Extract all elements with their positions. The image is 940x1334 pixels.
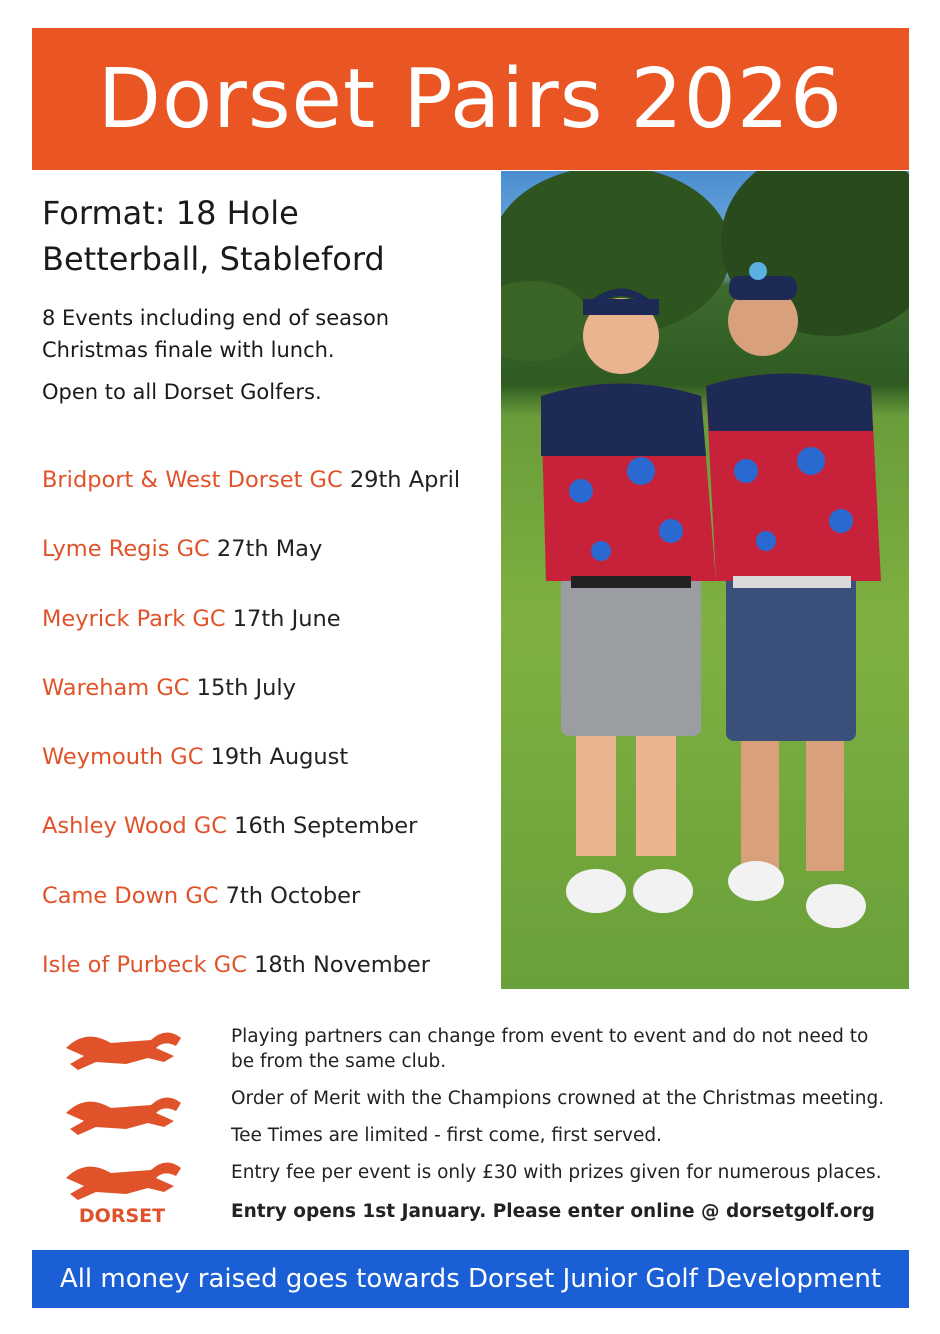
- event-date: 15th July: [196, 674, 296, 701]
- event-venue: Bridport & West Dorset GC: [42, 467, 343, 493]
- event-item: [42, 806, 498, 875]
- event-venue: Ashley Wood GC: [42, 813, 227, 840]
- event-item: [42, 945, 498, 1014]
- tee-times-note: Tee Times are limited - first come, first served.: [231, 1125, 662, 1146]
- event-date: 17th June: [232, 605, 341, 632]
- title-banner: [32, 28, 909, 170]
- format-heading: [42, 190, 492, 282]
- event-venue: Weymouth GC: [42, 744, 204, 771]
- intro-text: [42, 302, 492, 366]
- event-venue: Came Down GC: [42, 882, 219, 909]
- event-date: 29th April: [349, 467, 461, 493]
- event-date: 18th November: [254, 952, 431, 979]
- event-venue: Meyrick Park GC: [42, 605, 226, 632]
- intro-line-2: Christmas finale with lunch.: [42, 338, 335, 362]
- open-to-text: Open to all Dorset Golfers.: [42, 380, 322, 404]
- event-item: [42, 737, 498, 806]
- event-venue: Wareham GC: [42, 674, 190, 701]
- event-venue: Lyme Regis GC: [42, 536, 210, 563]
- format-section: [42, 190, 492, 408]
- event-item: [42, 529, 498, 598]
- event-item: [42, 876, 498, 945]
- three-lions-crest-icon: [56, 1018, 188, 1232]
- order-of-merit-note: Order of Merit with the Champions crowned at the Christmas meeting.: [231, 1088, 885, 1109]
- dorset-logo-label: DORSET: [78, 1205, 166, 1227]
- entry-fee-note: Entry fee per event is only £30 with prizes given for numerous places.: [231, 1162, 882, 1183]
- event-item: [42, 599, 498, 668]
- entry-opens-note: Entry opens 1st January. Please enter online @ dorsetgolf.org: [231, 1201, 875, 1222]
- event-date: 7th October: [225, 882, 361, 909]
- footer-banner: [32, 1250, 909, 1308]
- event-notes: [231, 1024, 891, 1236]
- page-title: Dorset Pairs 2026: [97, 51, 844, 147]
- event-date: 27th May: [216, 536, 323, 563]
- event-venue: Isle of Purbeck GC: [42, 952, 247, 979]
- format-line-1: Format: 18 Hole: [42, 194, 299, 232]
- event-list: [42, 460, 498, 1014]
- footer-text: All money raised goes towards Dorset Junior Golf Development: [59, 1264, 882, 1294]
- partners-note: Playing partners can change from event to event and do not need to be from the same club.: [231, 1026, 869, 1072]
- intro-line-1: 8 Events including end of season: [42, 306, 390, 330]
- event-date: 16th September: [234, 813, 418, 840]
- golfers-illustration: [501, 171, 909, 989]
- golfers-photo: [501, 171, 909, 989]
- event-item: [42, 460, 498, 529]
- event-date: 19th August: [210, 744, 349, 771]
- format-line-2: Betterball, Stableford: [42, 240, 385, 278]
- event-item: [42, 668, 498, 737]
